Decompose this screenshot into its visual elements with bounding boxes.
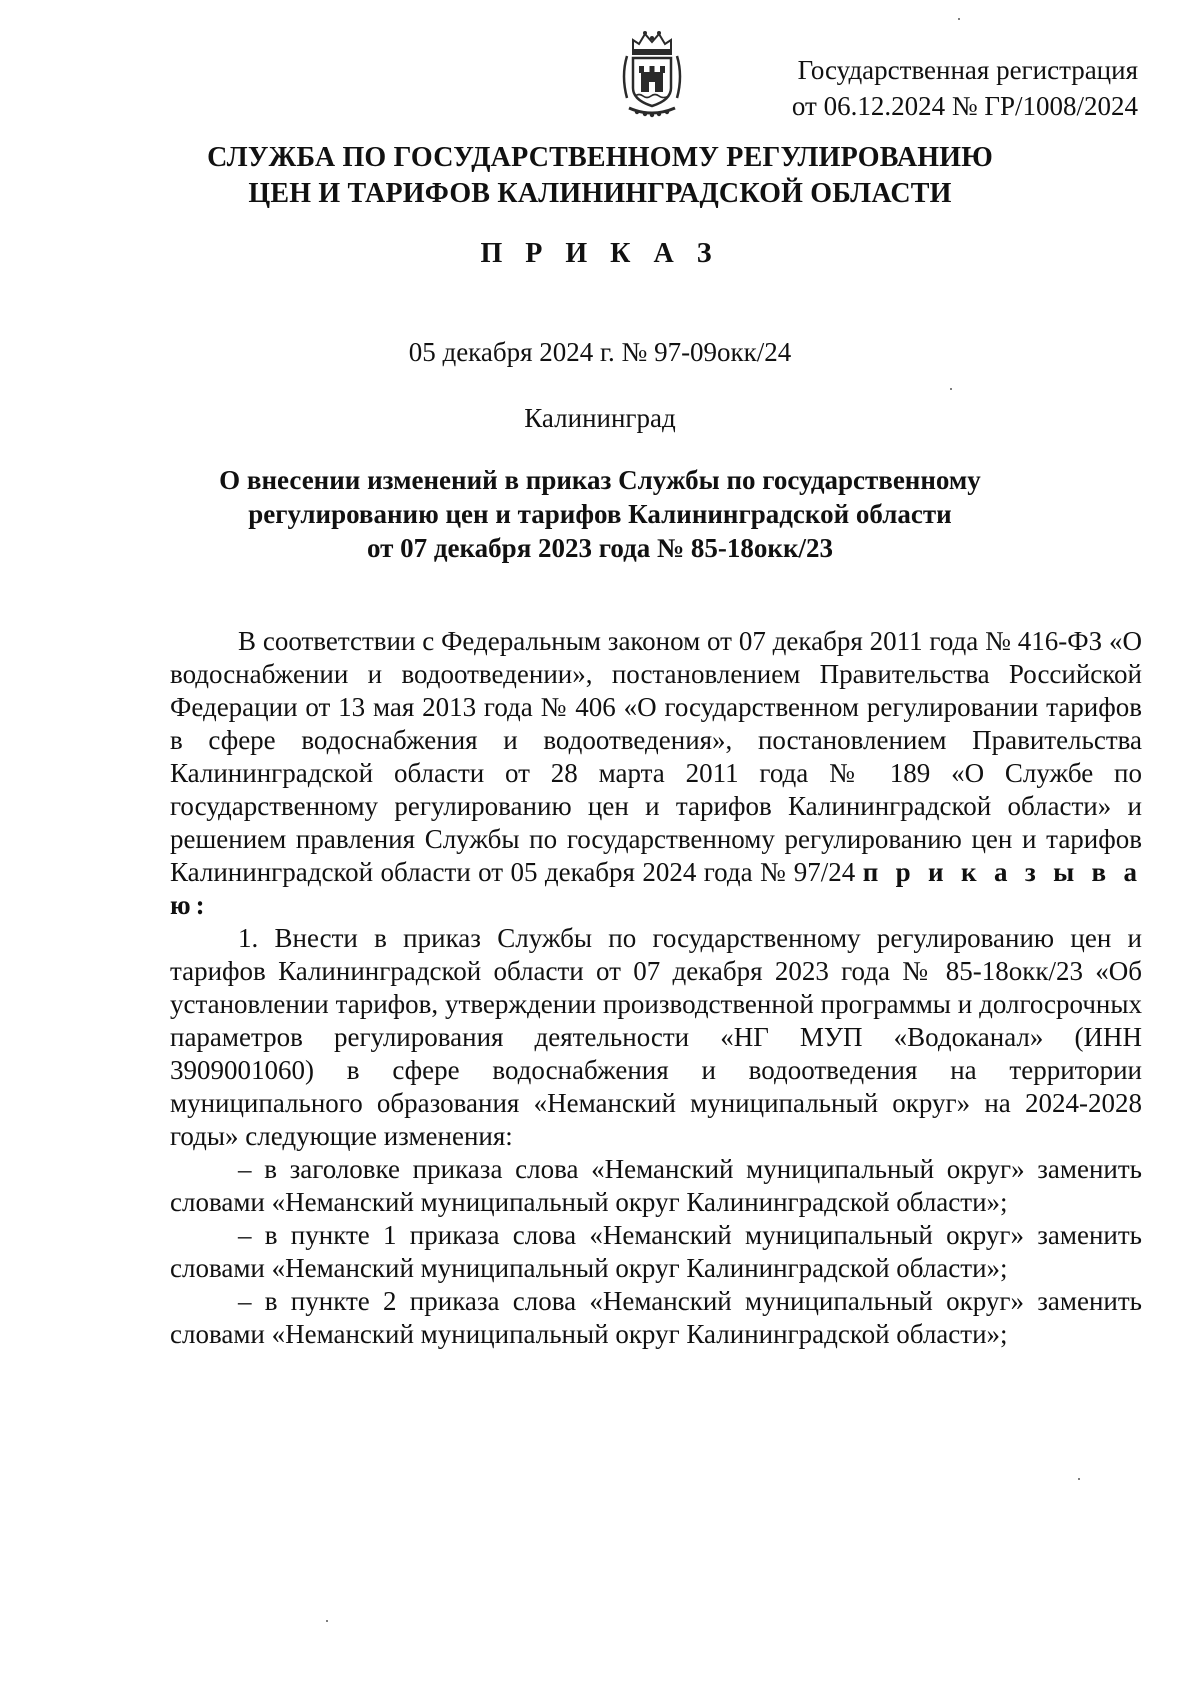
change-item-title: – в заголовке приказа слова «Неманский муниципальный округ» заменить словами «Неманский муниципальный округ Калининградской области»; [170, 1154, 1142, 1217]
agency-name-line-2: ЦЕН И ТАРИФОВ КАЛИНИНГРАДСКОЙ ОБЛАСТИ [248, 178, 952, 209]
document-title-line-1: О внесении изменений в приказ Службы по государственному [219, 465, 981, 495]
document-type-heading: П Р И К А З [480, 238, 720, 269]
order-date-number: 05 декабря 2024 г. № 97-09окк/24 [408, 337, 792, 367]
order-verb: п р и к а з ы в а ю: [170, 857, 1143, 920]
registration-label: Государственная регистрация [797, 55, 1138, 85]
item-1-paragraph: 1. Внести в приказ Службы по государственному регулированию цен и тарифов Калининградской области от 07 декабря 2023 года № 85-18окк/23 «Об установлении тарифов, утверждении производственной программы и долгосрочных параметров регулирования деятельности «НГ МУП «Водоканал» (ИНН 3909001060) в сфере водоснабжения и водоотведения на территории муниципального образования «Неманский муниципальный округ» на 2024-2028 годы» следующие изменения: [170, 923, 1142, 1151]
change-item-point-1: – в пункте 1 приказа слова «Неманский муниципальный округ» заменить словами «Неманский муниципальный округ Калининградской области»; [170, 1220, 1142, 1283]
registration-number: от 06.12.2024 № ГР/1008/2024 [791, 91, 1138, 121]
document-title [0, 463, 1200, 565]
agency-name-line-1: СЛУЖБА ПО ГОСУДАРСТВЕННОМУ РЕГУЛИРОВАНИЮ [207, 142, 993, 173]
kaliningrad-coat-of-arms-icon [619, 28, 685, 120]
state-registration-stamp [718, 52, 1138, 124]
scan-speck [950, 388, 952, 390]
document-body [170, 625, 1142, 1351]
document-title-line-3: от 07 декабря 2023 года № 85-18окк/23 [366, 533, 834, 563]
change-item-point-2: – в пункте 2 приказа слова «Неманский муниципальный округ» заменить словами «Неманский муниципальный округ Калининградской области»; [170, 1286, 1142, 1349]
preamble-text: В соответствии с Федеральным законом от 07 декабря 2011 года № 416-ФЗ «О водоснабжении и водоотведении», постановлением Правительства Российской Федерации от 13 мая 2013 года № 406 «О государственном регулировании тарифов в сфере водоснабжения и водоотведения», постановлением Правительства Калининградской области от 28 марта 2011 года № 189 «О Службе по государственному регулированию цен и тарифов Калининградской области» и решением правления Службы по государственному регулированию цен и тарифов Калининградской области от 05 декабря 2024 года № 97/24 [170, 626, 1142, 887]
agency-name [0, 140, 1200, 212]
issue-city: Калининград [524, 403, 676, 433]
scan-speck [1078, 1478, 1080, 1480]
document-title-line-2: регулированию цен и тарифов Калининградской области [248, 499, 952, 529]
preamble-paragraph [170, 625, 1142, 922]
scan-speck [958, 18, 960, 20]
scan-speck [326, 1620, 328, 1622]
